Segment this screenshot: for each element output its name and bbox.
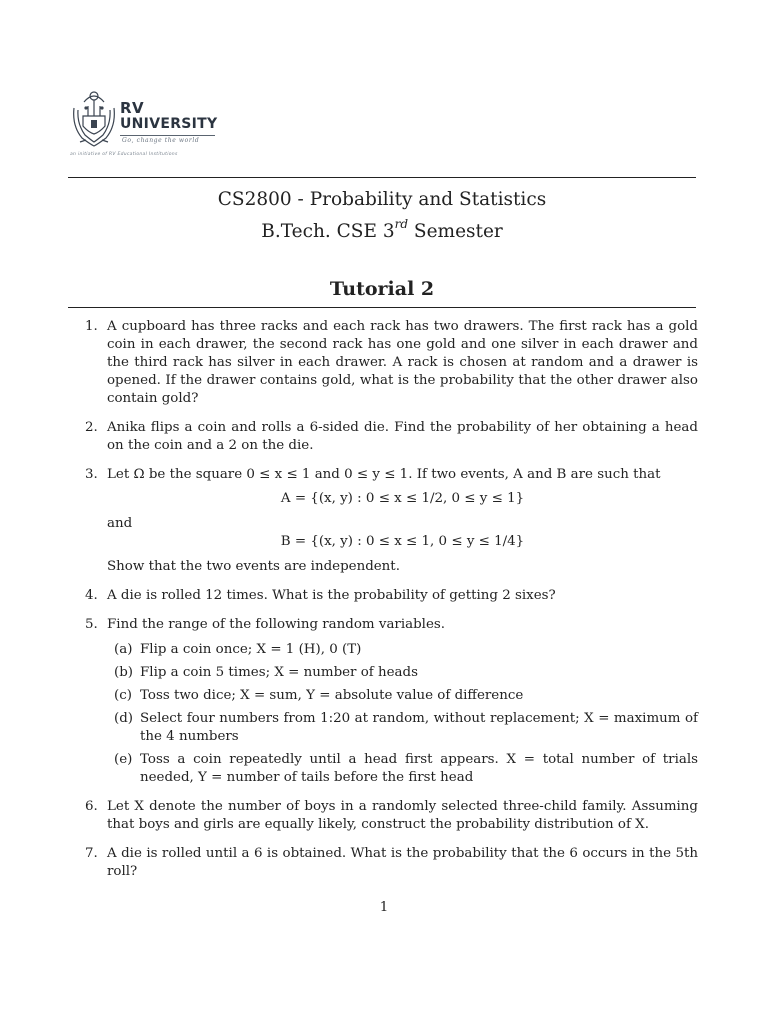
subquestion-text: Toss two dice; X = sum, Y = absolute value of difference [140, 688, 524, 703]
question-1 [85, 318, 698, 408]
question-number: 2. [85, 420, 98, 435]
question-text: Find the range of the following random variables. [107, 617, 445, 632]
question-list [85, 318, 698, 892]
header-rule-top [68, 177, 696, 178]
subquestion-e [107, 751, 698, 787]
question-number: 7. [85, 846, 98, 861]
question-text: A die is rolled 12 times. What is the probability of getting 2 sixes? [107, 588, 556, 603]
subquestion-text: Select four numbers from 1:20 at random, without replacement; X = maximum of the 4 numbers [140, 711, 698, 744]
subquestion-d [107, 710, 698, 746]
connector-and: and [107, 516, 133, 531]
subquestion-a [107, 641, 698, 659]
question-3 [85, 466, 698, 576]
semester-suffix: Semester [408, 221, 503, 243]
logo-name-university: UNIVERSITY [120, 116, 218, 132]
question-number: 3. [85, 467, 98, 482]
question-6 [85, 798, 698, 834]
question-number: 1. [85, 319, 98, 334]
question-4 [85, 587, 698, 605]
subquestion-label: (c) [114, 688, 132, 703]
subquestion-list [107, 641, 698, 787]
question-text: A cupboard has three racks and each rack has two drawers. The first rack has a gold coin in each drawer, the second rack has one gold and one silver in each drawer and the third rack has silver in each drawer. A rack is chosen at random and a drawer is opened. If the drawer contains gold, what is the probability that the other drawer also contain gold? [107, 319, 698, 406]
crest-icon [66, 86, 122, 148]
question-2 [85, 419, 698, 455]
question-number: 5. [85, 617, 98, 632]
university-logo [66, 86, 226, 160]
question-5 [85, 616, 698, 787]
subquestion-label: (b) [114, 665, 134, 680]
question-7 [85, 845, 698, 881]
tutorial-heading: Tutorial 2 [329, 278, 435, 300]
logo-name-rv: RV [120, 99, 145, 117]
header-rule-bottom [68, 307, 696, 308]
question-text: A die is rolled until a 6 is obtained. What is the probability that the 6 occurs in the 5th roll? [107, 846, 698, 879]
equation-b: B = {(x, y) : 0 ≤ x ≤ 1, 0 ≤ y ≤ 1/4} [280, 534, 525, 549]
subquestion-label: (a) [114, 642, 133, 657]
page-number: 1 [379, 900, 389, 915]
subquestion-b [107, 664, 698, 682]
question-number: 6. [85, 799, 98, 814]
semester-line [68, 213, 696, 245]
subquestion-label: (d) [114, 711, 134, 726]
subquestion-label: (e) [114, 752, 133, 767]
question-text: Anika flips a coin and rolls a 6-sided die. Find the probability of her obtaining a head on the coin and a 2 on the die. [107, 420, 698, 453]
subquestion-c [107, 687, 698, 705]
question-text: Let X denote the number of boys in a randomly selected three-child family. Assuming that boys and girls are equally likely, construct the probability distribution of X. [107, 799, 698, 832]
logo-subline: an initiative of RV Educational Institutions [70, 152, 178, 157]
subquestion-text: Flip a coin 5 times; X = number of heads [140, 665, 418, 680]
question-number: 4. [85, 588, 98, 603]
equation-a: A = {(x, y) : 0 ≤ x ≤ 1/2, 0 ≤ y ≤ 1} [280, 491, 525, 506]
semester-superscript: rd [394, 217, 409, 231]
logo-tagline: Go, change the world [122, 137, 200, 144]
logo-divider [120, 135, 215, 136]
course-title: CS2800 - Probability and Statistics [217, 189, 547, 210]
semester-prefix: B.Tech. CSE 3 [261, 221, 395, 243]
question-conclusion: Show that the two events are independent. [107, 559, 400, 574]
subquestion-text: Flip a coin once; X = 1 (H), 0 (T) [140, 642, 362, 657]
subquestion-text: Toss a coin repeatedly until a head first appears. X = total number of trials needed, Y = number of tails before the first head [140, 752, 698, 785]
question-text: Let Ω be the square 0 ≤ x ≤ 1 and 0 ≤ y ≤ 1. If two events, A and B are such that [107, 467, 661, 482]
